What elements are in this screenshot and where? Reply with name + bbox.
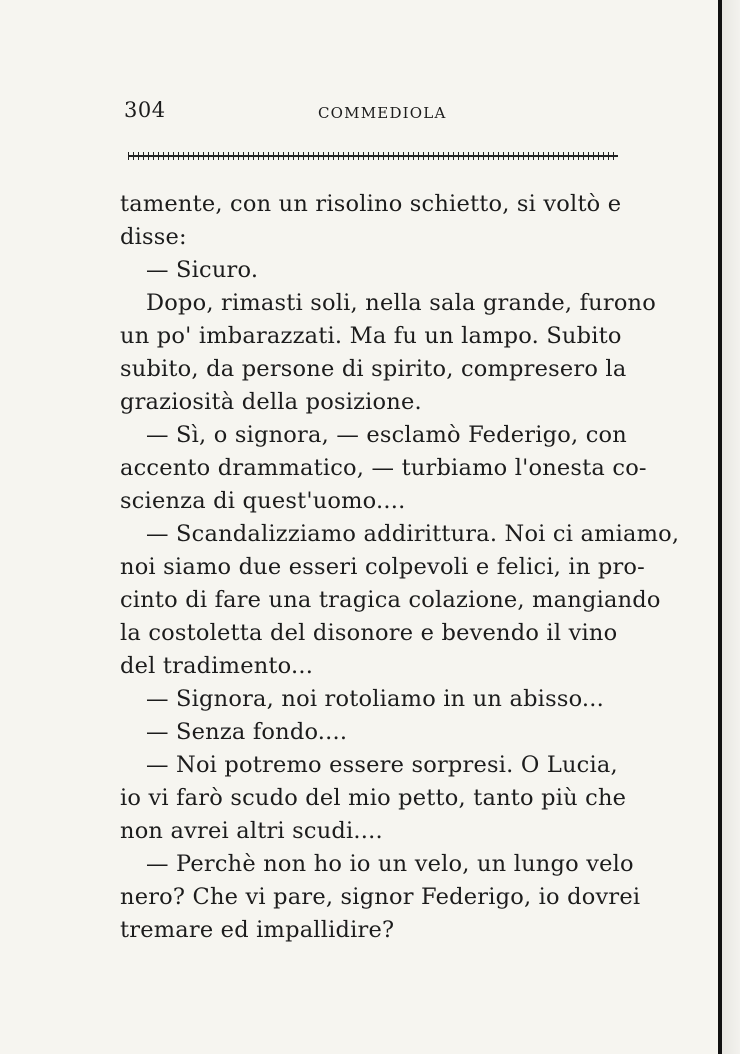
- text-line: non avrei altri scudi....: [120, 818, 383, 844]
- text-line: nero? Che vi pare, signor Federigo, io dovrei: [120, 884, 641, 910]
- text-line: accento drammatico, — turbiamo l'onesta co-: [120, 455, 647, 481]
- text-line: disse:: [120, 224, 187, 250]
- text-line: tremare ed impallidire?: [120, 917, 395, 943]
- text-line: io vi farò scudo del mio petto, tanto più che: [120, 785, 627, 811]
- text-line: — Sì, o signora, — esclamò Federigo, con: [146, 422, 627, 448]
- text-line: — Signora, noi rotoliamo in un abisso...: [146, 686, 604, 712]
- text-line: un po' imbarazzati. Ma fu un lampo. Subito: [120, 323, 622, 349]
- text-line: tamente, con un risolino schietto, si voltò e: [120, 191, 622, 217]
- binding-edge: [718, 0, 722, 1054]
- text-line: — Senza fondo....: [146, 719, 348, 745]
- text-line: noi siamo due esseri colpevoli e felici, in pro-: [120, 554, 645, 580]
- text-line: — Noi potremo essere sorpresi. O Lucia,: [146, 752, 618, 778]
- text-line: scienza di quest'uomo....: [120, 488, 406, 514]
- decorative-rule: [128, 152, 618, 160]
- page-number: 304: [124, 98, 166, 122]
- text-line: Dopo, rimasti soli, nella sala grande, furono: [146, 290, 656, 316]
- running-title: COMMEDIOLA: [318, 104, 447, 122]
- text-line: — Sicuro.: [146, 257, 259, 283]
- text-line: graziosità della posizione.: [120, 389, 422, 415]
- binding-shadow: [722, 0, 740, 1054]
- text-line: cinto di fare una tragica colazione, mangiando: [120, 587, 661, 613]
- text-line: del tradimento...: [120, 653, 314, 679]
- text-line: subito, da persone di spirito, compresero la: [120, 356, 627, 382]
- text-line: — Perchè non ho io un velo, un lungo velo: [146, 851, 634, 877]
- text-line: la costoletta del disonore e bevendo il vino: [120, 620, 618, 646]
- body-text: [120, 188, 680, 947]
- text-line: — Scandalizziamo addirittura. Noi ci amiamo,: [146, 521, 680, 547]
